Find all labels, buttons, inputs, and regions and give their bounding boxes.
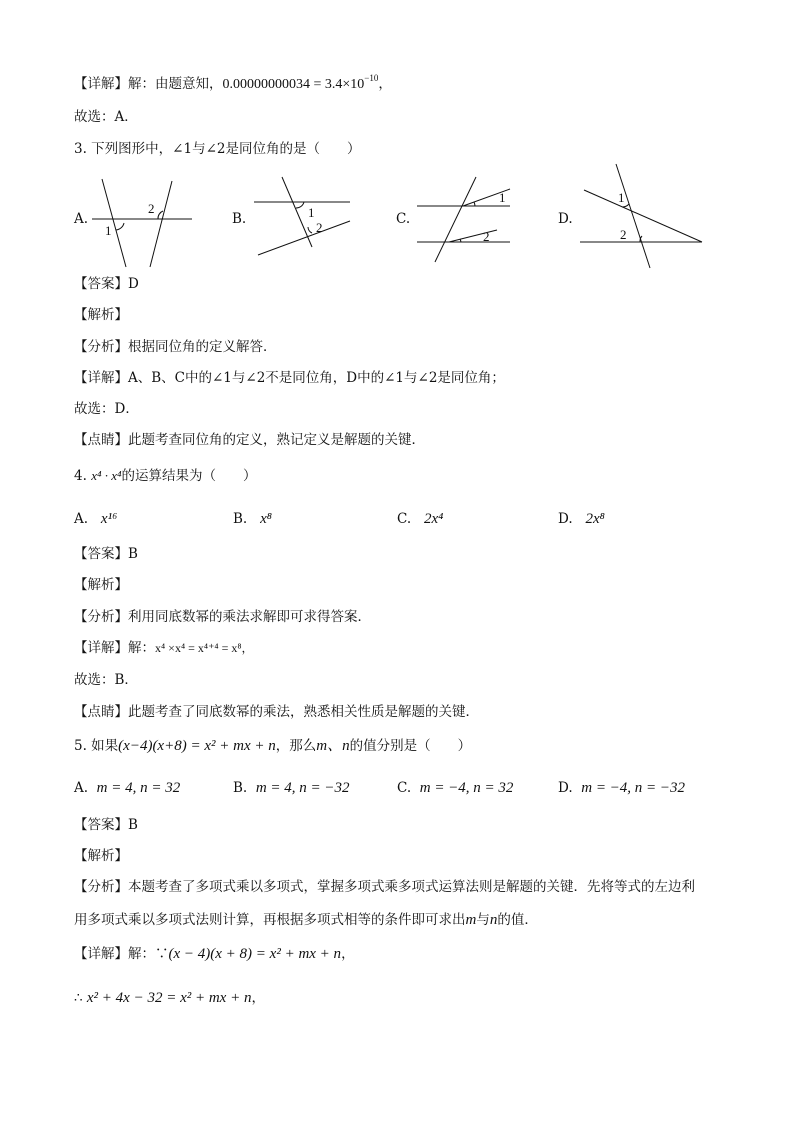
- q4-comment: 【点睛】此题考查了同底数幂的乘法，熟悉相关性质是解题的关键．: [74, 704, 479, 720]
- q5-fenxi-line-2: 用多项式乘以多项式法则计算，再根据多项式相等的条件即可求出m与n的值．: [74, 912, 538, 928]
- q4-option-a: A. x¹⁶: [74, 511, 118, 527]
- slanted-line: [584, 190, 702, 242]
- angle-arc: [474, 202, 475, 206]
- q3-fenxi: 【分析】根据同位角的定义解答．: [74, 339, 277, 355]
- q5-stem: 5. 如果(x−4)(x+8) = x² + mx + n，那么m、n的值分别是（ ）: [74, 738, 472, 754]
- angle-arc: [296, 202, 304, 208]
- q5-equation: (x−4)(x+8) = x² + mx + n: [118, 738, 276, 754]
- q5-option-d: D. m = −4, n = −32: [558, 780, 686, 796]
- angle-1-label: 1: [308, 205, 315, 220]
- q3-figure-a: [88, 175, 198, 270]
- q5-option-a: A. m = 4, n = 32: [74, 780, 181, 796]
- q3-option-a-label: A.: [74, 211, 89, 227]
- q4-answer: 【答案】B: [74, 546, 138, 562]
- q4-conclusion: 故选：B．: [74, 672, 138, 688]
- q2-conclusion: 故选：A．: [74, 109, 138, 125]
- q3-option-d-label: D.: [558, 211, 573, 227]
- q3-detail: 【详解】A、B、C中的∠1与∠2不是同位角，D中的∠1与∠2是同位角；: [74, 370, 505, 386]
- q5-detail: 【详解】解：∵(x − 4)(x + 8) = x² + mx + n，: [74, 946, 355, 962]
- angle-1-label: 1: [618, 190, 625, 205]
- q3-comment: 【点睛】此题考查同位角的定义，熟记定义是解题的关键．: [74, 432, 425, 448]
- q3-option-c-label: C.: [396, 211, 411, 227]
- angle-2-label: 2: [620, 227, 627, 242]
- transversal-line: [616, 164, 650, 268]
- angle-1-label: 1: [499, 190, 506, 205]
- q4-stem: 4. x⁴ · x⁴的运算结果为（ ）: [74, 468, 257, 484]
- q5-analysis-tag: 【解析】: [74, 848, 128, 864]
- angle-2-label: 2: [316, 220, 323, 235]
- q2-detail-line: 【详解】解：由题意知，$0.00000000034 = 3.4\times 10^{-10}$，: [74, 73, 392, 92]
- angle-2-label: 2: [483, 229, 490, 244]
- q3-figure-b: [250, 175, 360, 260]
- transversal-line: [150, 181, 172, 267]
- q5-answer: 【答案】B: [74, 817, 138, 833]
- q4-option-c: C. 2x⁴: [397, 511, 444, 527]
- detail-text: 解：由题意知，: [128, 76, 223, 92]
- q3-analysis-tag: 【解析】: [74, 307, 128, 323]
- angle-arc: [116, 223, 124, 230]
- scientific-notation: $0.00000000034 = 3.4\times 10^{-10}$: [222, 73, 379, 92]
- slanted-line: [258, 221, 350, 255]
- angle-2-label: 2: [148, 201, 155, 216]
- q4-option-d: D. 2x⁸: [558, 511, 605, 527]
- q3-conclusion: 故选：D．: [74, 401, 139, 417]
- angle-1-label: 1: [105, 223, 112, 238]
- transversal-line: [435, 177, 476, 262]
- angle-arc: [308, 227, 312, 233]
- q5-fenxi-line-1: 【分析】本题考查了多项式乘以多项式，掌握多项式乘多项式运算法则是解题的关键．先将等式的左边利: [74, 879, 695, 895]
- q4-option-b: B. x⁸: [233, 511, 272, 527]
- q4-fenxi: 【分析】利用同底数幂的乘法求解即可求得答案．: [74, 609, 371, 625]
- q5-option-b: B. m = 4, n = −32: [233, 780, 350, 796]
- q4-analysis-tag: 【解析】: [74, 577, 128, 593]
- q3-figure-d: [576, 162, 708, 272]
- q4-detail: 【详解】解：x⁴ ×x⁴ = x⁴⁺⁴ = x⁸，: [74, 640, 254, 656]
- q5-option-c: C. m = −4, n = 32: [397, 780, 514, 796]
- q4-expression: x⁴ · x⁴: [91, 468, 122, 483]
- q3-stem: 3. 下列图形中，∠1与∠2是同位角的是（ ）: [74, 141, 361, 157]
- q3-option-b-label: B.: [232, 211, 247, 227]
- detail-tag: 【详解】: [74, 76, 128, 92]
- q5-step: ∴ x² + 4x − 32 = x² + mx + n，: [74, 990, 265, 1006]
- ray-line: [449, 230, 497, 242]
- q3-answer: 【答案】D: [74, 276, 139, 292]
- q3-figure-c: [413, 175, 518, 265]
